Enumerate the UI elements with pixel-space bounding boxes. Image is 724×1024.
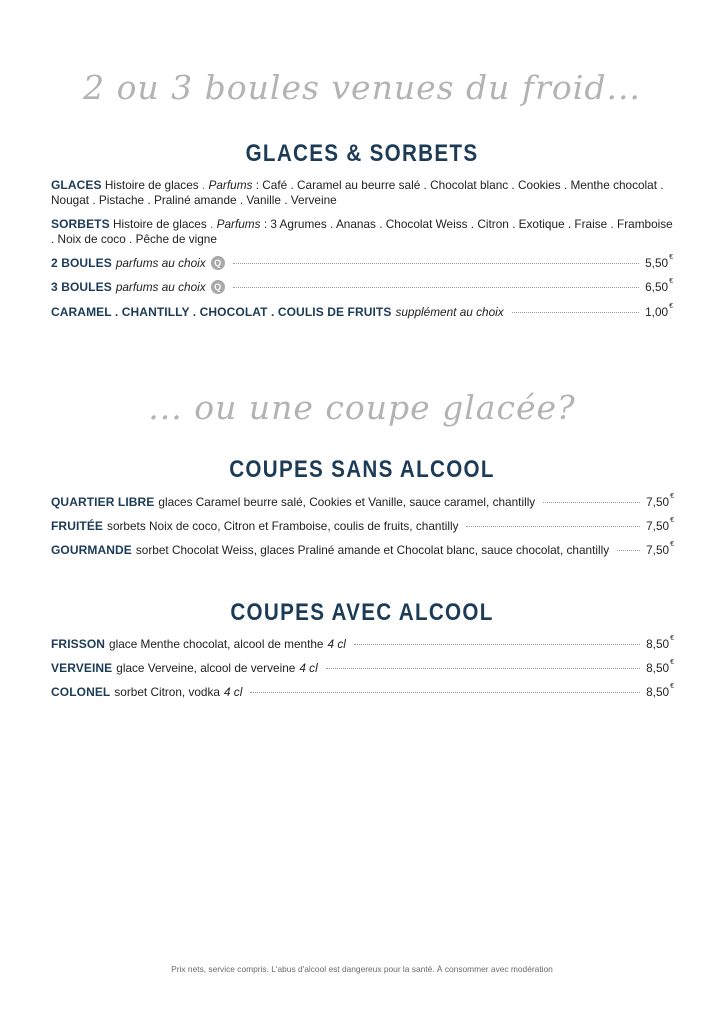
- item-price: 8,50€: [646, 659, 674, 675]
- dot-leader: [250, 692, 640, 693]
- sorbets-paragraph: SORBETS Histoire de glaces . Parfums : 3 Agrumes . Ananas . Chocolat Weiss . Citron . Exotique . Fraise . Framboise . Noix de coco . Pêche de vigne: [51, 217, 673, 246]
- item-name: FRISSON: [51, 637, 106, 651]
- sorbets-flavours: : 3 Agrumes . Ananas . Chocolat Weiss . Citron . Exotique . Fraise . Framboise . Noix de coco . Pêche de vigne: [51, 217, 673, 246]
- item-name: FRUITÉE: [51, 519, 104, 533]
- q-badge-icon: Q: [211, 280, 225, 294]
- item-name: 2 BOULES: [51, 256, 112, 270]
- script-headline-top: 2 ou 3 boules venues du froid...: [83, 68, 641, 107]
- menu-item-supplement: [51, 305, 673, 319]
- item-price: 5,50€: [645, 254, 673, 270]
- section-title-glaces: GLACES & SORBETS: [245, 140, 479, 167]
- item-desc: parfums au choix: [115, 280, 206, 294]
- glaces-paragraph: GLACES Histoire de glaces . Parfums : Café . Caramel au beurre salé . Chocolat blanc . Cookies . Menthe chocolat . Nougat . Pistache . Praliné amande . Vanille . Verveine: [51, 178, 664, 207]
- item-price: 7,50€: [646, 541, 674, 557]
- dot-leader: [233, 287, 639, 288]
- menu-item-2-boules: [51, 256, 673, 271]
- dot-leader: [543, 502, 640, 503]
- section-title-sans-alcool: COUPES SANS ALCOOL: [229, 456, 495, 483]
- glaces-keyword: GLACES: [51, 178, 102, 192]
- item-desc: sorbet Citron, vodka: [114, 685, 220, 699]
- glaces-parfums-label: Parfums: [208, 178, 253, 192]
- item-price: 1,00€: [645, 303, 673, 319]
- menu-item-fruitee: [51, 519, 674, 533]
- item-name: GOURMANDE: [51, 543, 132, 557]
- section-title-avec-alcool: COUPES AVEC ALCOOL: [230, 599, 494, 626]
- item-price: 8,50€: [646, 635, 674, 651]
- item-qty: 4 cl: [327, 637, 346, 651]
- menu-item-gourmande: [51, 543, 674, 557]
- footer-legal-note: Prix nets, service compris. L'abus d'alcool est dangereux pour la santé. À consommer avec modération: [171, 964, 553, 974]
- sorbets-parfums-label: Parfums: [216, 217, 261, 231]
- script-headline-middle: ... ou une coupe glacée?: [148, 388, 576, 427]
- item-name: VERVEINE: [51, 661, 113, 675]
- dot-leader: [466, 526, 640, 527]
- item-qty: 4 cl: [299, 661, 318, 675]
- item-name: COLONEL: [51, 685, 111, 699]
- item-price: 8,50€: [646, 683, 674, 699]
- item-price: 7,50€: [646, 493, 674, 509]
- item-price: 7,50€: [646, 517, 674, 533]
- sorbets-intro: Histoire de glaces: [113, 217, 207, 231]
- item-price: 6,50€: [645, 278, 673, 294]
- glaces-intro: Histoire de glaces: [104, 178, 199, 192]
- menu-item-verveine: [51, 661, 674, 675]
- item-qty: 4 cl: [223, 685, 243, 699]
- sorbets-keyword: SORBETS: [51, 217, 110, 231]
- item-name: 3 BOULES: [51, 280, 112, 294]
- item-name: CARAMEL . CHANTILLY . CHOCOLAT . COULIS DE FRUITS: [51, 305, 392, 319]
- menu-item-3-boules: [51, 280, 673, 295]
- item-desc: glace Verveine, alcool de verveine: [116, 661, 296, 675]
- menu-item-quartier-libre: [51, 495, 674, 509]
- item-desc: supplément au choix: [395, 305, 504, 319]
- dot-leader: [233, 263, 639, 264]
- dot-leader: [326, 668, 640, 669]
- dot-leader: [512, 312, 639, 313]
- item-desc: sorbets Noix de coco, Citron et Framboise, coulis de fruits, chantilly: [107, 519, 459, 533]
- item-desc: sorbet Chocolat Weiss, glaces Praliné amande et Chocolat blanc, sauce chocolat, chantilly: [135, 543, 610, 557]
- item-desc: glaces Caramel beurre salé, Cookies et Vanille, sauce caramel, chantilly: [158, 495, 536, 509]
- item-desc: parfums au choix: [115, 256, 206, 270]
- dot-leader: [354, 644, 640, 645]
- glaces-flavours: : Café . Caramel au beurre salé . Chocolat blanc . Cookies . Menthe chocolat . Nougat . Pistache . Praliné amande . Vanille . Verveine: [51, 178, 664, 207]
- dot-leader: [617, 550, 640, 551]
- menu-item-frisson: [51, 637, 674, 651]
- q-badge-icon: Q: [211, 256, 225, 270]
- item-desc: glace Menthe chocolat, alcool de menthe: [109, 637, 324, 651]
- item-name: QUARTIER LIBRE: [51, 495, 155, 509]
- menu-item-colonel: [51, 685, 674, 699]
